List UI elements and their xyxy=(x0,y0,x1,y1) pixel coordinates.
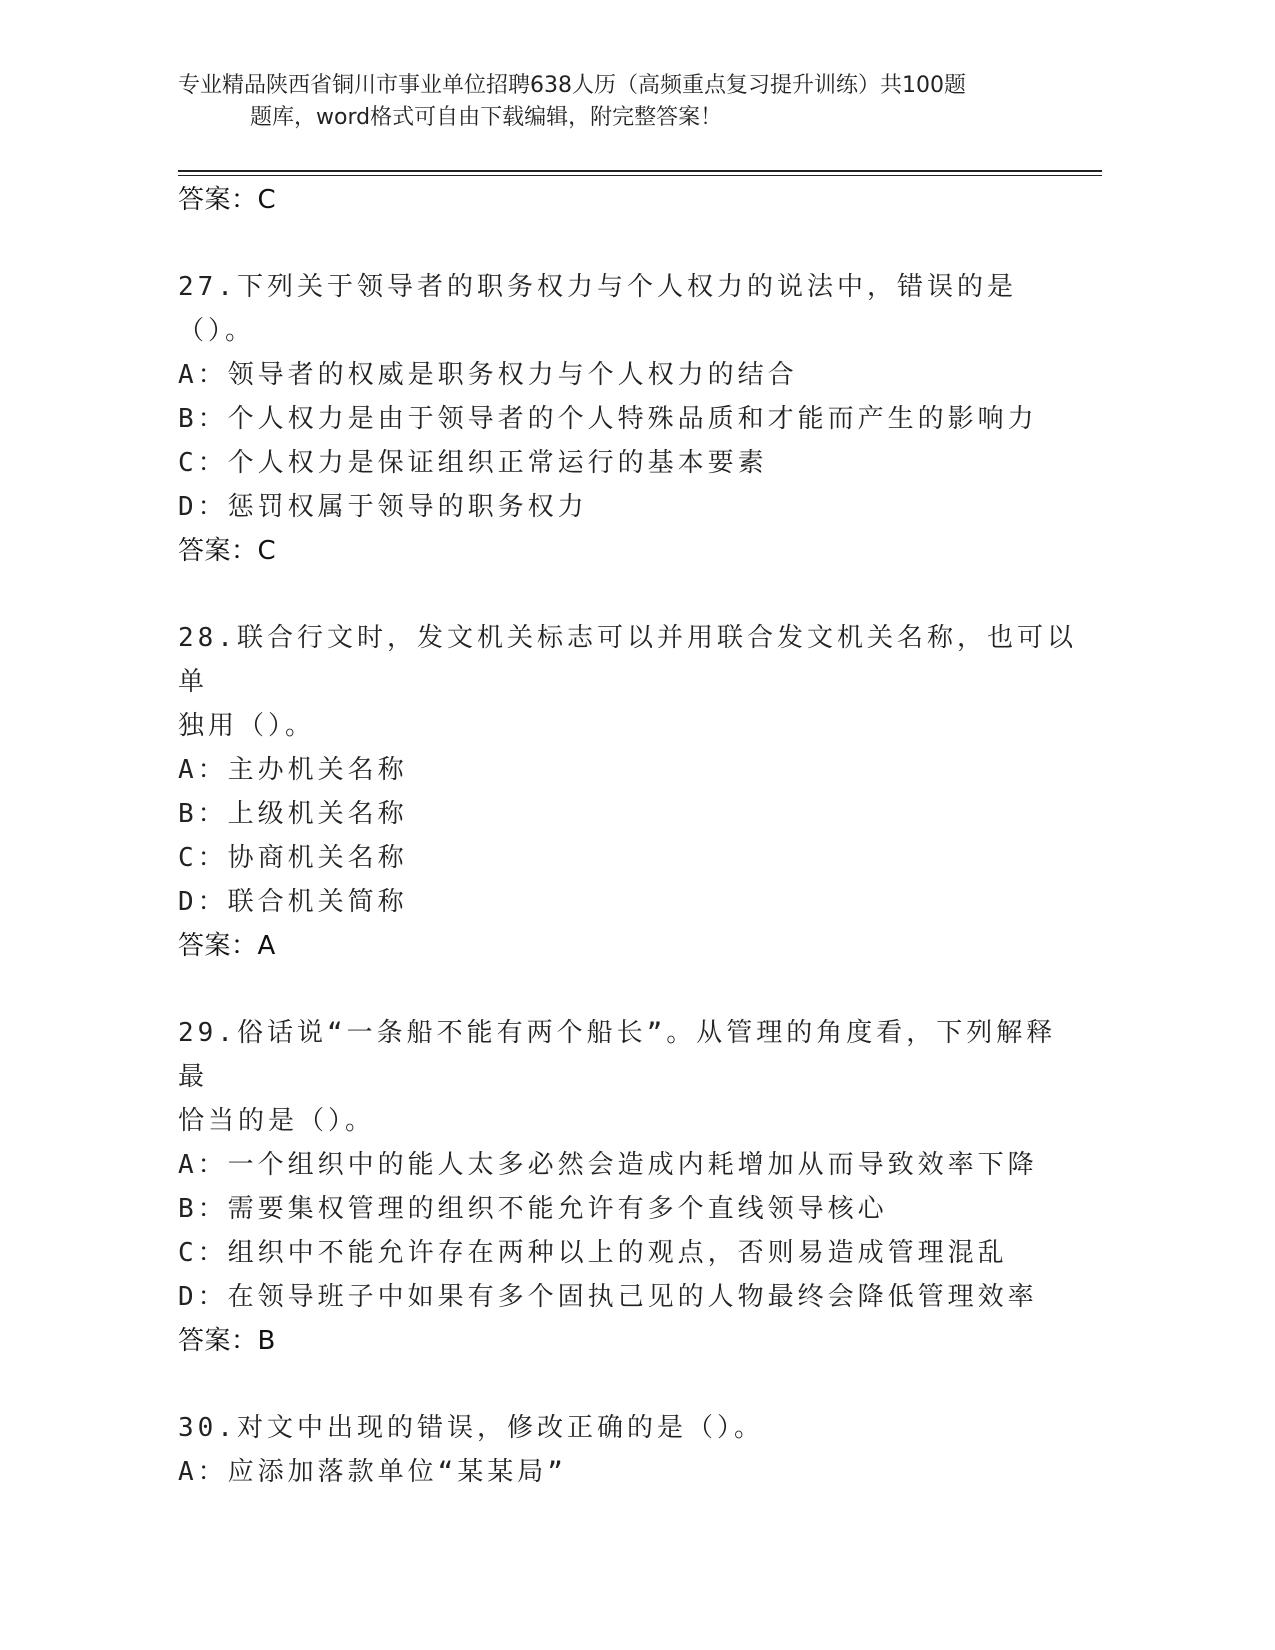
header-rule-thick xyxy=(178,170,1102,172)
option-a: A：领导者的权威是职务权力与个人权力的结合 xyxy=(178,360,798,390)
option-c: C：组织中不能允许存在两种以上的观点，否则易造成管理混乱 xyxy=(178,1238,1008,1268)
question-stem-continued: 恰当的是（）。 xyxy=(178,1106,376,1136)
option-d: D：联合机关简称 xyxy=(178,887,408,917)
answer-line: 答案：B xyxy=(178,1326,276,1356)
option-c: C：协商机关名称 xyxy=(178,843,408,873)
spacer xyxy=(178,222,1078,265)
option-d: D：惩罚权属于领导的职务权力 xyxy=(178,492,588,522)
page-header xyxy=(178,70,1078,134)
question-29 xyxy=(178,1011,1078,1363)
question-stem: 30.对文中出现的错误，修改正确的是（）。 xyxy=(178,1413,764,1443)
option-c: C：个人权力是保证组织正常运行的基本要素 xyxy=(178,448,768,478)
option-b: B：上级机关名称 xyxy=(178,799,408,829)
answer-line: 答案：C xyxy=(178,185,277,215)
header-line-1: 专业精品陕西省铜川市事业单位招聘638人历（高频重点复习提升训练）共100题 xyxy=(178,73,966,98)
header-line-2: 题库，word格式可自由下载编辑，附完整答案！ xyxy=(250,105,723,130)
question-stem: 29.俗话说“一条船不能有两个船长”。从管理的角度看，下列解释最 xyxy=(178,1018,1057,1092)
question-27 xyxy=(178,265,1078,573)
option-a: A：应添加落款单位“某某局” xyxy=(178,1457,567,1487)
option-a: A：一个组织中的能人太多必然会造成内耗增加从而导致效率下降 xyxy=(178,1150,1038,1180)
question-28 xyxy=(178,616,1078,968)
option-b: B：个人权力是由于领导者的个人特殊品质和才能而产生的影响力 xyxy=(178,404,1038,434)
answer-line: 答案：C xyxy=(178,536,277,566)
spacer xyxy=(178,573,1078,616)
option-a: A：主办机关名称 xyxy=(178,755,408,785)
spacer xyxy=(178,1363,1078,1406)
question-stem: 27.下列关于领导者的职务权力与个人权力的说法中，错误的是（）。 xyxy=(178,272,1017,346)
option-b: B：需要集权管理的组织不能允许有多个直线领导核心 xyxy=(178,1194,888,1224)
option-d: D：在领导班子中如果有多个固执己见的人物最终会降低管理效率 xyxy=(178,1282,1038,1312)
header-rule-thin xyxy=(178,175,1102,176)
spacer xyxy=(178,968,1078,1011)
question-stem-continued: 独用（）。 xyxy=(178,711,316,741)
document-body xyxy=(178,178,1078,1494)
question-30 xyxy=(178,1406,1078,1494)
answer-line: 答案：A xyxy=(178,931,276,961)
question-stem: 28.联合行文时，发文机关标志可以并用联合发文机关名称，也可以单 xyxy=(178,623,1077,697)
